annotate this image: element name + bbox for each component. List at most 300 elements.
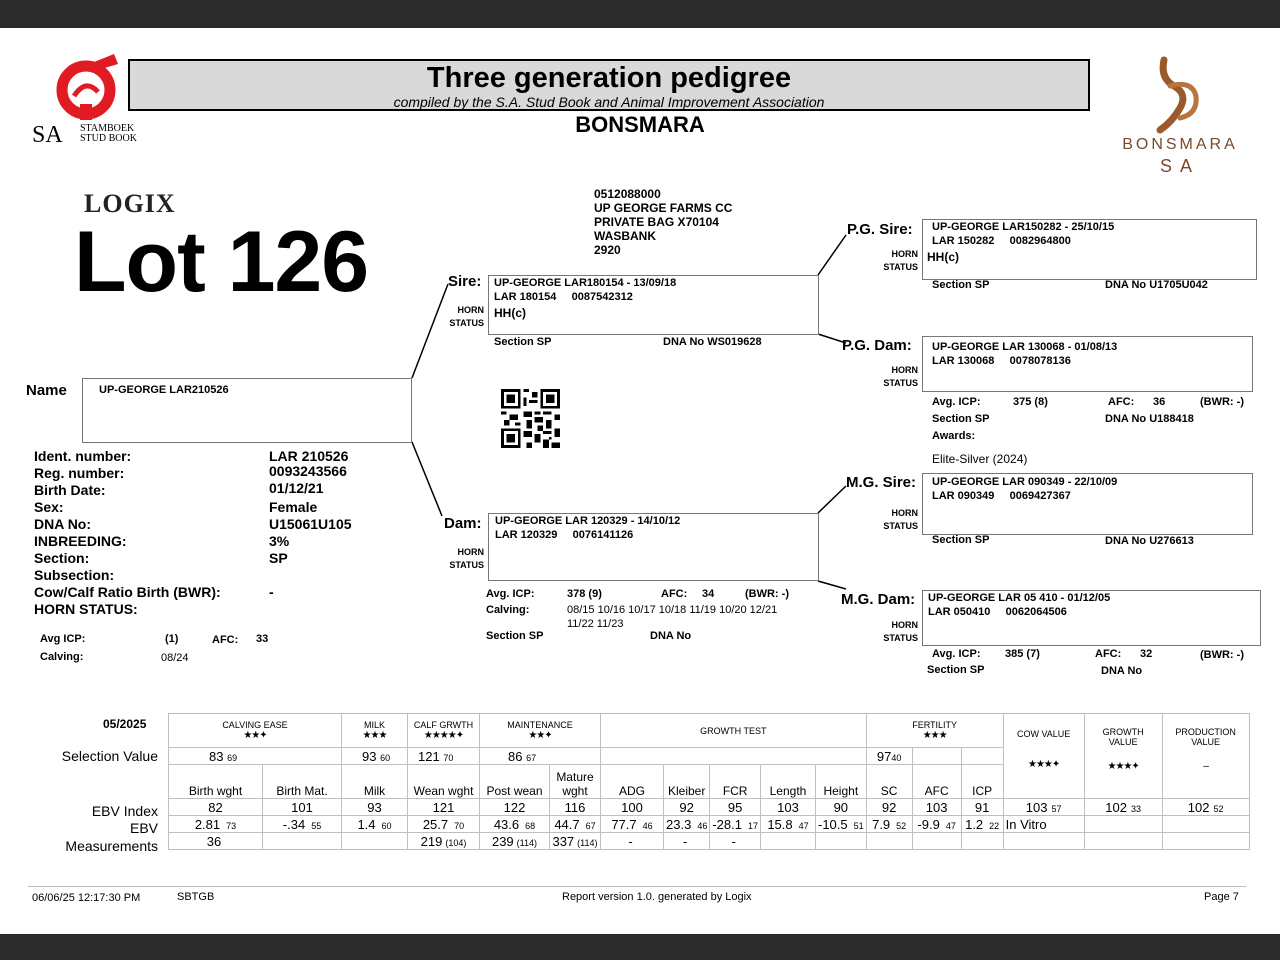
- sel-fertility-empty-2: [961, 748, 1003, 765]
- ebv-value: 1.4: [357, 816, 376, 832]
- animal-detail-labels: [34, 448, 274, 618]
- dam-bwr: (BWR: -): [745, 588, 789, 600]
- index-cow-value: 103: [1025, 799, 1048, 815]
- dam-calving-1: 08/15 10/16 10/17 10/18 11/19 10/20 12/21: [567, 604, 778, 616]
- ebv-value: 43.6: [493, 816, 520, 832]
- group-maintenance: [480, 714, 601, 748]
- ebv-column-label: Birth wght: [188, 784, 243, 798]
- detail-reg-value: 0093243566: [269, 463, 347, 479]
- ebv-index-cell: [480, 799, 550, 816]
- group-calf-growth-label: CALF GRWTH: [413, 720, 474, 730]
- ebv-value: 23.3: [666, 816, 692, 832]
- ebv-in-vitro: In Vitro: [1005, 816, 1047, 832]
- pg-sire-section: Section SP: [932, 279, 990, 291]
- ebv-accuracy: 46: [697, 820, 708, 831]
- measurement-index: (104): [445, 837, 467, 848]
- breeder-name: UP GEORGE FARMS CC: [594, 201, 733, 215]
- breeder-town: WASBANK: [594, 229, 656, 243]
- group-growth-test-label: GROWTH TEST: [700, 725, 767, 736]
- status-text: STATUS: [883, 633, 918, 643]
- mg-dam-name: UP-GEORGE LAR 05 410 - 01/12/05: [928, 592, 1111, 604]
- detail-reg-label: Reg. number:: [34, 465, 125, 481]
- dam-dna: DNA No: [650, 630, 692, 642]
- measurement-cell: [408, 833, 480, 850]
- status-text: STATUS: [883, 262, 918, 272]
- sa-logo-stamboek: STAMBOEK: [80, 123, 135, 134]
- detail-subsection-value: [269, 567, 429, 584]
- pg-dam-section: Section SP: [932, 413, 990, 425]
- ebv-accuracy: 51: [853, 820, 864, 831]
- bonsmara-logo-text: BONSMARA: [1122, 136, 1238, 153]
- ebv-index-value: 116: [564, 799, 586, 815]
- measurement-cell: [815, 833, 866, 850]
- logix-logo: LOGIX: [84, 189, 176, 218]
- ebv-column-label: Kleiber: [667, 784, 706, 798]
- pg-sire-ident: LAR 150282 0082964800: [932, 235, 1071, 247]
- ebv-index-cell: [866, 799, 912, 816]
- sel-fertility: [866, 748, 912, 765]
- mg-dam-afc: 32: [1140, 648, 1153, 660]
- dam-avg-icp: 378 (9): [567, 588, 602, 600]
- sel-calf-growth-acc: 70: [443, 752, 454, 763]
- detail-subsection-label: Subsection:: [34, 567, 115, 583]
- group-production-value: [1162, 714, 1249, 799]
- dam-horn-label: [444, 546, 484, 572]
- ebv-index-value: 121: [432, 799, 455, 815]
- dam-name: UP-GEORGE LAR 120329 - 14/10/12: [495, 515, 681, 527]
- mg-dam-label: M.G. Dam:: [841, 591, 916, 608]
- ebv-value: -28.1: [712, 816, 742, 832]
- detail-section-label: Section:: [34, 550, 90, 566]
- pg-dam-label: P.G. Dam:: [842, 337, 912, 354]
- ebv-index-cell: [760, 799, 815, 816]
- pg-dam-avg-icp: 375 (8): [1013, 396, 1048, 408]
- mg-sire-dna: DNA No U276613: [1105, 535, 1194, 547]
- ebv-accuracy: 73: [226, 820, 237, 831]
- sire-horn-label: [444, 304, 484, 330]
- animal-calving: 08/24: [161, 652, 189, 664]
- status-text: STATUS: [883, 378, 918, 388]
- group-calf-growth: [408, 714, 480, 748]
- ebv-index-production-value: [1162, 799, 1249, 816]
- dam-afc: 34: [702, 588, 715, 600]
- animal-name: UP-GEORGE LAR210526: [99, 384, 229, 396]
- page-title: Three generation pedigree: [426, 62, 792, 94]
- ebv-index-value: 103: [777, 799, 799, 815]
- pg-dam-avg-icp-label: Avg. ICP:: [932, 396, 981, 408]
- sel-maintenance: [480, 748, 601, 765]
- mg-dam-box: [922, 590, 1261, 646]
- ebv-empty-cell: [1084, 816, 1162, 833]
- measurement-value: -: [682, 833, 688, 849]
- dam-afc-label: AFC:: [661, 588, 688, 600]
- measurement-cell: [912, 833, 961, 850]
- animal-calving-label: Calving:: [40, 651, 84, 663]
- ebv-column-label: Wean wght: [413, 784, 474, 798]
- measurement-value: 219: [420, 833, 443, 849]
- pg-sire-dna: DNA No U1705U042: [1105, 279, 1208, 291]
- ebv-value-cell: [169, 816, 263, 833]
- pg-dam-ident: LAR 130068 0078078136: [932, 355, 1071, 367]
- animal-detail-values: [269, 448, 429, 601]
- ebv-column-label: Height: [823, 784, 859, 798]
- ebv-column-header: [408, 765, 480, 799]
- measurement-cell: [263, 833, 342, 850]
- detail-inbreeding-label: INBREEDING:: [34, 533, 127, 549]
- breeder-code: 0512088000: [594, 187, 661, 201]
- mg-sire-section: Section SP: [932, 534, 990, 546]
- sire-horn: HH(c): [494, 306, 526, 320]
- ebv-value: 15.8: [767, 816, 793, 832]
- sel-calf-growth-value: 121: [418, 748, 440, 764]
- detail-birth-label: Birth Date:: [34, 482, 106, 498]
- animal-avg-icp: (1): [165, 633, 179, 645]
- detail-ident-value: LAR 210526: [269, 448, 349, 464]
- group-fertility: [866, 714, 1003, 748]
- detail-bwr-label: Cow/Calf Ratio Birth (BWR):: [34, 584, 221, 600]
- group-growth-test: [601, 714, 867, 748]
- ebv-column-header: [601, 765, 664, 799]
- horn-text: HORN: [891, 620, 918, 630]
- ebv-column-label: Milk: [363, 784, 386, 798]
- ebv-value: 44.7: [554, 816, 580, 832]
- horn-text: HORN: [457, 305, 484, 315]
- ebv-index-row: [169, 799, 1250, 816]
- ebv-column-header: [815, 765, 866, 799]
- measurement-index: (114): [577, 837, 598, 848]
- ebv-index-value: 91: [974, 799, 990, 815]
- mg-sire-label: M.G. Sire:: [846, 474, 917, 491]
- measurement-value: -: [628, 833, 633, 849]
- sel-fertility-empty-1: [912, 748, 961, 765]
- detail-sex-label: Sex:: [34, 499, 64, 515]
- row-label-selection: Selection Value: [61, 748, 158, 764]
- ebv-value: 2.81: [194, 816, 221, 832]
- index-growth-value-acc: 33: [1130, 803, 1141, 814]
- viewer-bottom-bar: [0, 934, 1280, 960]
- sel-milk-acc: 60: [380, 752, 391, 763]
- measurement-cell: [342, 833, 408, 850]
- detail-horn-label: HORN STATUS:: [34, 601, 138, 617]
- ebv-column-label: Mature wght: [556, 770, 594, 798]
- mg-sire-horn-label: [878, 507, 918, 533]
- group-production-value-stars: –: [1203, 760, 1208, 772]
- ebv-column-label: SC: [880, 784, 898, 798]
- animal-afc: 33: [256, 633, 269, 645]
- sire-dna: DNA No WS019628: [663, 336, 762, 348]
- ebv-index-value: 92: [679, 799, 694, 815]
- group-growth-value: [1084, 714, 1162, 799]
- ebv-value: -9.9: [917, 816, 940, 832]
- horn-text: HORN: [891, 249, 918, 259]
- group-milk-label: MILK: [363, 720, 385, 730]
- ebv-value-cell: [866, 816, 912, 833]
- ebv-value-cell: [815, 816, 866, 833]
- status-text: STATUS: [449, 560, 484, 570]
- pg-dam-award: Elite-Silver (2024): [932, 452, 1028, 466]
- footer-report: Report version 1.0. generated by Logix: [562, 891, 752, 903]
- ebv-index-growth-value: [1084, 799, 1162, 816]
- mg-dam-ident: LAR 050410 0062064506: [928, 606, 1067, 618]
- qr-code-icon[interactable]: [500, 389, 561, 448]
- group-fertility-label: FERTILITY: [912, 720, 958, 730]
- dam-avg-icp-label: Avg. ICP:: [486, 588, 535, 600]
- pg-dam-bwr: (BWR: -): [1200, 396, 1244, 408]
- ebv-column-header: [961, 765, 1003, 799]
- sire-ident: LAR 180154 0087542312: [494, 291, 633, 303]
- pg-sire-box: [922, 219, 1257, 280]
- ebv-accuracy: 22: [989, 820, 1000, 831]
- ebv-accuracy: 47: [945, 820, 956, 831]
- mg-dam-afc-label: AFC:: [1095, 648, 1122, 660]
- measurement-value: 337: [552, 833, 575, 849]
- measurement-cell: [601, 833, 664, 850]
- sel-fertility-acc: 40: [891, 752, 902, 763]
- ebv-index-value: 101: [291, 799, 313, 815]
- group-maintenance-stars: ★★✦: [528, 730, 552, 741]
- ebv-index-cell: [912, 799, 961, 816]
- status-text: STATUS: [449, 318, 484, 328]
- group-growth-value-label-1: GROWTH: [1102, 726, 1144, 737]
- detail-sex-value: Female: [269, 499, 318, 515]
- ebv-column-label: ADG: [618, 784, 645, 798]
- mg-sire-name: UP-GEORGE LAR 090349 - 22/10/09: [932, 476, 1118, 488]
- mg-dam-section: Section SP: [927, 664, 985, 676]
- ebv-column-header: [342, 765, 408, 799]
- pg-dam-horn-label: [878, 364, 918, 390]
- pg-dam-afc-label: AFC:: [1108, 396, 1135, 408]
- sel-calf-growth: [408, 748, 480, 765]
- status-text: STATUS: [883, 521, 918, 531]
- detail-section-value: SP: [269, 550, 288, 566]
- ebv-empty-cell: [1162, 816, 1249, 833]
- name-label: Name: [26, 382, 67, 399]
- measurement-cell: [760, 833, 815, 850]
- group-cow-value-label: COW VALUE: [1016, 728, 1071, 739]
- ebv-index-cell: [342, 799, 408, 816]
- measurement-empty-cell: [1003, 833, 1084, 850]
- pg-sire-horn: HH(c): [927, 250, 959, 264]
- ebv-column-label: Post wean: [486, 784, 543, 798]
- ebv-column-label: Length: [769, 784, 807, 798]
- ebv-column-header: [710, 765, 761, 799]
- sire-box: [488, 275, 819, 335]
- ebv-value: 1.2: [965, 816, 984, 832]
- footer-code: SBTGB: [177, 891, 215, 903]
- group-milk-stars: ★★★: [362, 730, 387, 741]
- ebv-column-header: [263, 765, 342, 799]
- ebv-value: -10.5: [817, 816, 848, 832]
- measurement-row: [169, 833, 1250, 850]
- pg-sire-horn-label: [878, 248, 918, 274]
- breeder-postcode: 2920: [594, 243, 621, 257]
- sel-calving-acc: 69: [227, 752, 238, 763]
- ebv-value-row: [169, 816, 1250, 833]
- pg-sire-name: UP-GEORGE LAR150282 - 25/10/15: [932, 221, 1115, 233]
- sel-fertility-value: 97: [876, 748, 892, 764]
- measurement-value: 239: [491, 833, 514, 849]
- animal-avg-icp-label: Avg ICP:: [40, 633, 86, 645]
- group-maintenance-label: MAINTENANCE: [507, 720, 573, 730]
- sa-logo-sa: SA: [32, 122, 63, 148]
- viewer-top-bar: [0, 0, 1280, 28]
- ebv-index-cell: [601, 799, 664, 816]
- ebv-accuracy: 17: [747, 820, 758, 831]
- group-production-value-label-2: VALUE: [1191, 736, 1221, 747]
- measurement-cell: [550, 833, 601, 850]
- ebv-column-label: Birth Mat.: [276, 784, 328, 798]
- ebv-column-header: [760, 765, 815, 799]
- sel-maintenance-value: 86: [508, 748, 523, 764]
- ebv-index-cell: [550, 799, 601, 816]
- ebv-value-cell: [342, 816, 408, 833]
- measurement-empty-cell: [1162, 833, 1249, 850]
- dam-ident: LAR 120329 0076141126: [495, 529, 634, 541]
- group-growth-value-stars: ★★★✦: [1107, 760, 1139, 772]
- ebv-value-cell: [912, 816, 961, 833]
- measurement-empty-cell: [1084, 833, 1162, 850]
- measurement-cell: [169, 833, 263, 850]
- ebv-accuracy: 55: [311, 820, 322, 831]
- index-production-value-acc: 52: [1213, 803, 1224, 814]
- ebv-column-header: [550, 765, 601, 799]
- mg-sire-box: [922, 473, 1253, 535]
- detail-bwr-value: -: [269, 584, 274, 600]
- mg-dam-avg-icp: 385 (7): [1005, 648, 1040, 660]
- sel-calving-value: 83: [209, 748, 224, 764]
- group-calving-ease: [169, 714, 342, 748]
- ebv-column-header: [866, 765, 912, 799]
- index-cow-value-acc: 57: [1051, 803, 1062, 814]
- sire-label: Sire:: [448, 273, 482, 290]
- pg-dam-afc: 36: [1153, 396, 1166, 408]
- ebv-accuracy: 70: [454, 820, 465, 831]
- mg-dam-dna: DNA No: [1101, 665, 1143, 677]
- group-calf-growth-stars: ★★★★✦: [423, 730, 464, 741]
- mg-dam-horn-label: [878, 619, 918, 645]
- row-label-measurements: Measurements: [65, 838, 158, 854]
- pg-dam-dna: DNA No U188418: [1105, 413, 1194, 425]
- ebv-date: 05/2025: [103, 717, 147, 731]
- ebv-index-cell: [263, 799, 342, 816]
- ebv-value: 25.7: [422, 816, 449, 832]
- detail-dna-value: U15061U105: [269, 516, 352, 532]
- measurement-cell: [961, 833, 1003, 850]
- measurement-index: (114): [516, 837, 538, 848]
- mg-dam-avg-icp-label: Avg. ICP:: [932, 648, 981, 660]
- footer-divider: [28, 886, 1246, 887]
- horn-text: HORN: [891, 365, 918, 375]
- mg-dam-bwr: (BWR: -): [1200, 649, 1244, 661]
- horn-text: HORN: [457, 547, 484, 557]
- dam-calving-2: 11/22 11/23: [567, 618, 624, 630]
- ebv-accuracy: 67: [585, 820, 596, 831]
- sire-section: Section SP: [494, 336, 552, 348]
- bonsmara-logo-sa: SA: [1159, 156, 1200, 176]
- measurement-value: -: [731, 833, 736, 849]
- ebv-accuracy: 47: [798, 820, 809, 831]
- footer-datetime: 06/06/25 12:17:30 PM: [32, 892, 141, 904]
- ebv-value-cell: [961, 816, 1003, 833]
- measurement-cell: [664, 833, 710, 850]
- pg-sire-label: P.G. Sire:: [847, 221, 913, 238]
- ebv-index-cell: [408, 799, 480, 816]
- pedigree-page: [0, 28, 1280, 934]
- ebv-column-header: [912, 765, 961, 799]
- index-growth-value: 102: [1105, 799, 1127, 815]
- sel-growth-test-empty: [601, 748, 867, 765]
- ebv-column-label: FCR: [722, 784, 748, 798]
- ebv-group-header-row: [169, 714, 1250, 748]
- ebv-index-cell: [664, 799, 710, 816]
- group-fertility-stars: ★★★: [922, 730, 947, 741]
- measurement-cell: [866, 833, 912, 850]
- sel-milk-value: 93: [362, 748, 377, 764]
- index-production-value: 102: [1187, 799, 1210, 815]
- ebv-index-value: 90: [833, 799, 849, 815]
- ebv-index-cow-value: [1003, 799, 1084, 816]
- ebv-value: 77.7: [611, 816, 637, 832]
- sel-maintenance-acc: 67: [526, 752, 537, 763]
- ebv-accuracy: 52: [896, 820, 907, 831]
- animal-name-box: [82, 378, 412, 443]
- ebv-index-cell: [961, 799, 1003, 816]
- row-label-ebv: EBV: [129, 820, 158, 836]
- ebv-index-value: 122: [503, 799, 526, 815]
- ebv-index-value: 82: [208, 799, 223, 815]
- ebv-value: -.34: [282, 816, 306, 832]
- group-calving-ease-stars: ★★✦: [243, 730, 267, 741]
- ebv-value-cell: [480, 816, 550, 833]
- breeder-address-line: PRIVATE BAG X70104: [594, 215, 719, 229]
- ebv-column-header: [169, 765, 263, 799]
- ebv-value-cell: [263, 816, 342, 833]
- ebv-index-value: 93: [367, 799, 382, 815]
- ebv-index-value: 95: [727, 799, 743, 815]
- row-label-ebv-index: EBV Index: [91, 803, 158, 819]
- dam-label: Dam:: [444, 515, 482, 532]
- dam-calving-label: Calving:: [486, 604, 530, 616]
- ebv-table: [168, 713, 1250, 850]
- ebv-column-label: ICP: [972, 784, 993, 798]
- ebv-value: 7.9: [872, 816, 891, 832]
- ebv-value-cell: [550, 816, 601, 833]
- detail-ident-label: Ident. number:: [34, 448, 132, 464]
- footer-page: Page 7: [1204, 891, 1239, 903]
- mg-sire-ident: LAR 090349 0069427367: [932, 490, 1071, 502]
- pg-dam-name: UP-GEORGE LAR 130068 - 01/08/13: [932, 341, 1118, 353]
- detail-dna-label: DNA No:: [34, 516, 92, 532]
- animal-afc-label: AFC:: [212, 634, 239, 646]
- ebv-value-cell: [664, 816, 710, 833]
- ebv-column-header: [664, 765, 710, 799]
- ebv-accuracy: 46: [642, 820, 653, 831]
- ebv-column-label: AFC: [924, 784, 949, 798]
- group-cow-value: [1003, 714, 1084, 799]
- ebv-value-cell: [408, 816, 480, 833]
- dam-section: Section SP: [486, 630, 544, 642]
- group-cow-value-stars: ★★★✦: [1028, 758, 1060, 770]
- horn-text: HORN: [891, 508, 918, 518]
- ebv-column-header: [480, 765, 550, 799]
- ebv-value-cell: [601, 816, 664, 833]
- pg-dam-box: [922, 336, 1253, 392]
- detail-birth-value: 01/12/21: [269, 480, 324, 496]
- sel-calving: [169, 748, 342, 765]
- group-growth-value-label-2: VALUE: [1108, 736, 1138, 747]
- group-production-value-label-1: PRODUCTION: [1175, 726, 1236, 737]
- sa-logo-studbook: STUD BOOK: [80, 133, 137, 144]
